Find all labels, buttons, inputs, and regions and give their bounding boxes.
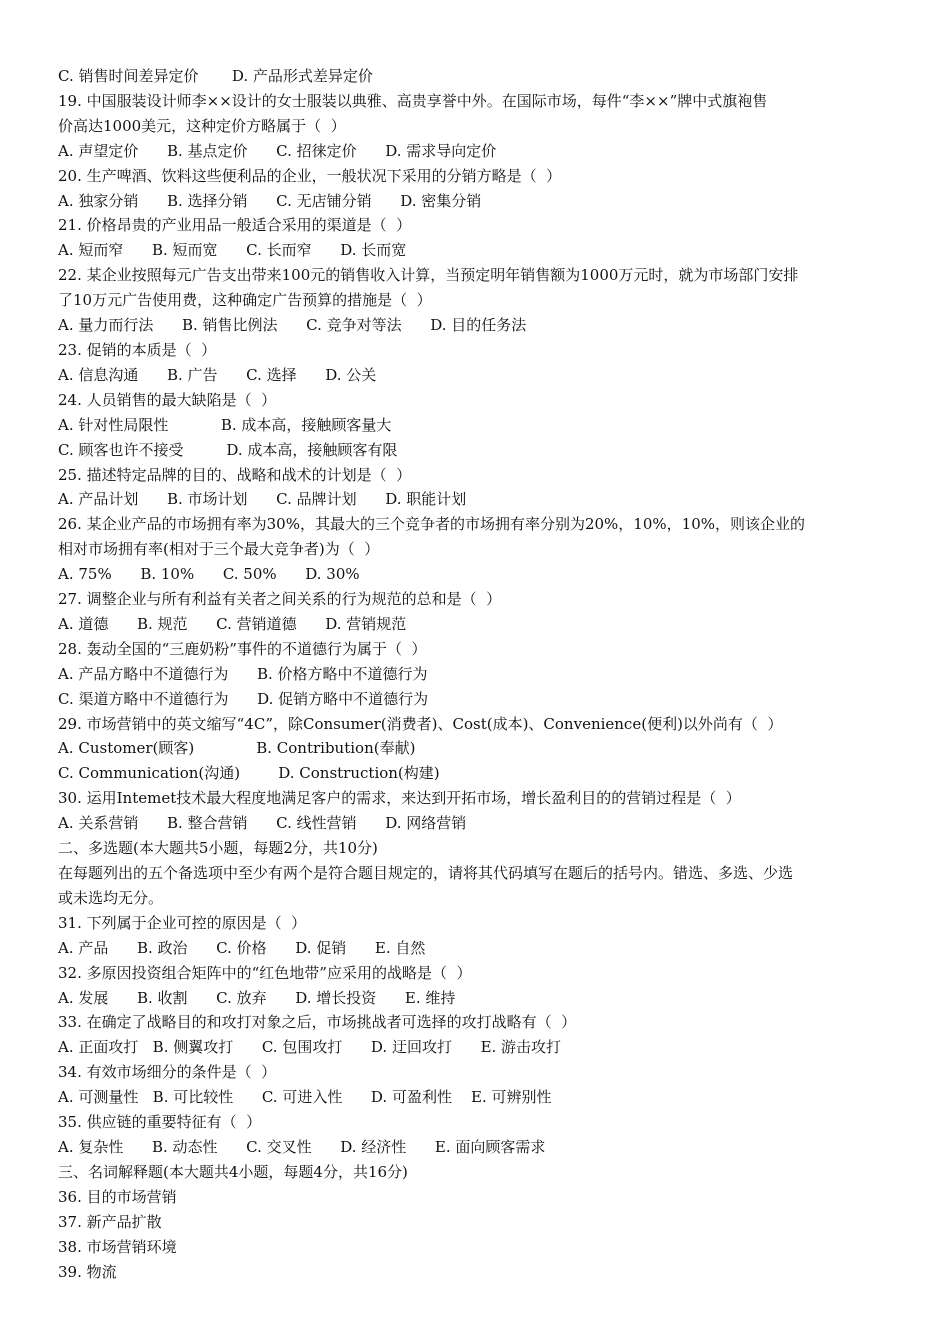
text-line: 26. 某企业产品的市场拥有率为30%，其最大的三个竞争者的市场拥有率分别为20%，10%，10%，则该企业的 bbox=[58, 515, 805, 534]
text-line: 22. 某企业按照每元广告支出带来100元的销售收入计算，当预定明年销售额为1000万元时，就为市场部门安排 bbox=[58, 266, 799, 285]
text-line: 31. 下列属于企业可控的原因是（ ） bbox=[58, 913, 307, 932]
text-line: 27. 调整企业与所有利益有关者之间关系的行为规范的总和是（ ） bbox=[58, 590, 502, 609]
text-line: A. 独家分销 B. 选择分销 C. 无店铺分销 D. 密集分销 bbox=[58, 191, 482, 210]
text-line: A. 关系营销 B. 整合营销 C. 线性营销 D. 网络营销 bbox=[58, 814, 467, 833]
text-line: 37. 新产品扩散 bbox=[58, 1212, 162, 1231]
text-line: A. 针对性局限性 B. 成本高，接触顾客量大 bbox=[58, 415, 392, 434]
text-line: A. 发展 B. 收割 C. 放弃 D. 增长投资 E. 维持 bbox=[58, 988, 456, 1007]
text-line: 33. 在确定了战略目的和攻打对象之后，市场挑战者可选择的攻打战略有（ ） bbox=[58, 1013, 577, 1032]
text-line: A. 产品 B. 政治 C. 价格 D. 促销 E. 自然 bbox=[58, 938, 426, 957]
text-line: 24. 人员销售的最大缺陷是（ ） bbox=[58, 390, 277, 409]
text-line: 相对市场拥有率(相对于三个最大竞争者)为（ ） bbox=[58, 540, 380, 559]
text-line: 30. 运用Intemet技术最大程度地满足客户的需求，来达到开拓市场，增长盈利目的的营销过程是（ ） bbox=[58, 789, 741, 808]
text-line: 20. 生产啤酒、饮料这些便利品的企业，一般状况下采用的分销方略是（ ） bbox=[58, 166, 562, 185]
text-line: 21. 价格昂贵的产业用品一般适合采用的渠道是（ ） bbox=[58, 216, 412, 235]
text-line: C. 渠道方略中不道德行为 D. 促销方略中不道德行为 bbox=[58, 689, 429, 708]
text-line: 19. 中国服装设计师李××设计的女士服装以典雅、高贵享誉中外。在国际市场，每件“李××”牌中式旗袍售 bbox=[58, 91, 768, 110]
text-line: 36. 目的市场营销 bbox=[58, 1187, 177, 1206]
text-line: 38. 市场营销环境 bbox=[58, 1237, 177, 1256]
text-line: C. 顾客也许不接受 D. 成本高，接触顾客有限 bbox=[58, 440, 398, 459]
text-line: A. Customer(顾客) B. Contribution(奉献) bbox=[58, 739, 416, 758]
text-line: 35. 供应链的重要特征有（ ） bbox=[58, 1113, 262, 1132]
text-line: C. 销售时间差异定价 D. 产品形式差异定价 bbox=[58, 67, 373, 85]
text-line: 32. 多原因投资组合矩阵中的“红色地带”应采用的战略是（ ） bbox=[58, 963, 472, 982]
text-line: A. 信息沟通 B. 广告 C. 选择 D. 公关 bbox=[58, 365, 377, 384]
text-line: A. 短而窄 B. 短而宽 C. 长而窄 D. 长而宽 bbox=[58, 241, 407, 260]
text-line: A. 产品计划 B. 市场计划 C. 品牌计划 D. 职能计划 bbox=[58, 490, 467, 509]
text-line: 34. 有效市场细分的条件是（ ） bbox=[58, 1063, 277, 1082]
text-line: A. 声望定价 B. 基点定价 C. 招徕定价 D. 需求导向定价 bbox=[58, 141, 497, 160]
text-line: 二、多选题(本大题共5小题，每题2分，共10分) bbox=[58, 839, 378, 858]
text-line: A. 量力而行法 B. 销售比例法 C. 竞争对等法 D. 目的任务法 bbox=[58, 316, 527, 335]
text-line: A. 产品方略中不道德行为 B. 价格方略中不道德行为 bbox=[58, 664, 428, 683]
text-line: A. 复杂性 B. 动态性 C. 交叉性 D. 经济性 E. 面向顾客需求 bbox=[58, 1137, 546, 1156]
text-line: 28. 轰动全国的“三鹿奶粉”事件的不道德行为属于（ ） bbox=[58, 639, 427, 658]
text-line: 29. 市场营销中的英文缩写“4C”，除Consumer(消费者)、Cost(成本)、Convenience(便利)以外尚有（ ） bbox=[58, 714, 783, 733]
document-body bbox=[58, 64, 898, 1284]
text-line: A. 75% B. 10% C. 50% D. 30% bbox=[58, 565, 360, 584]
text-line: 了10万元广告使用费，这种确定广告预算的措施是（ ） bbox=[58, 291, 432, 310]
text-line: 价高达1000美元，这种定价方略属于（ ） bbox=[58, 116, 346, 135]
text-line: 25. 描述特定品牌的目的、战略和战术的计划是（ ） bbox=[58, 465, 412, 484]
text-line: 在每题列出的五个备选项中至少有两个是符合题目规定的，请将其代码填写在题后的括号内。错选、多选、少选 bbox=[58, 864, 794, 882]
text-line: A. 正面攻打 B. 侧翼攻打 C. 包围攻打 D. 迂回攻打 E. 游击攻打 bbox=[58, 1038, 562, 1057]
text-line: 三、名词解释题(本大题共4小题，每题4分，共16分) bbox=[58, 1162, 408, 1181]
text-line: A. 道德 B. 规范 C. 营销道德 D. 营销规范 bbox=[58, 614, 407, 633]
text-line: 23. 促销的本质是（ ） bbox=[58, 340, 217, 359]
text-line: A. 可测量性 B. 可比较性 C. 可进入性 D. 可盈利性 E. 可辨别性 bbox=[58, 1088, 552, 1107]
text-line: 或未选均无分。 bbox=[58, 888, 164, 907]
text-line: 39. 物流 bbox=[58, 1262, 117, 1281]
text-line: C. Communication(沟通) D. Construction(构建) bbox=[58, 764, 440, 783]
